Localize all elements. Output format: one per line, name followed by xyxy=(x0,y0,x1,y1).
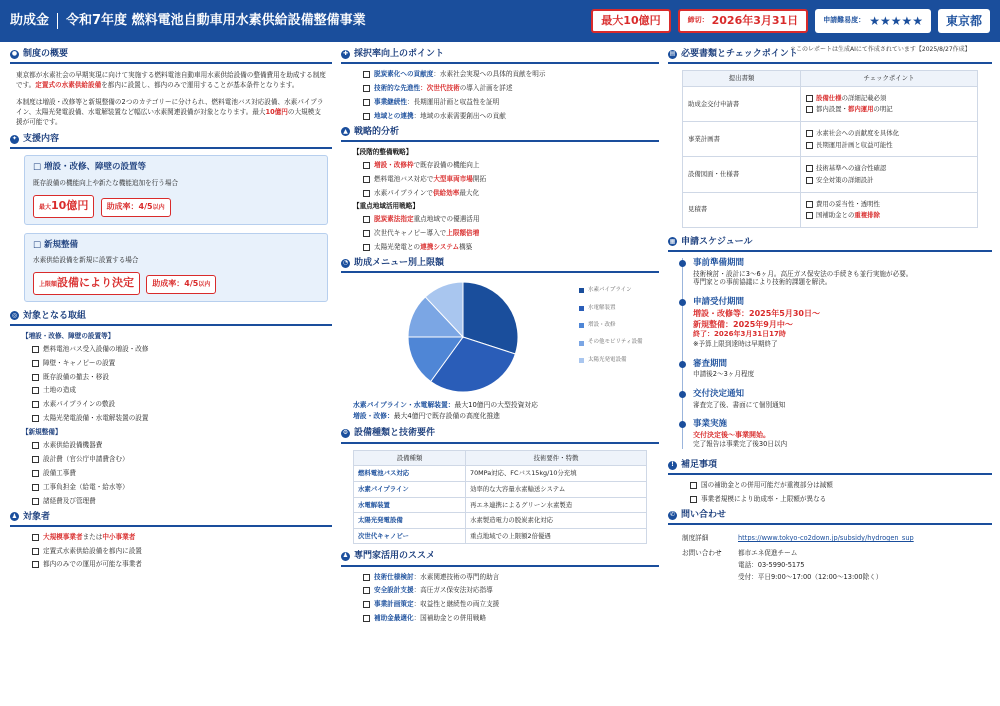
schedule-item: 審査期間 申請後2〜3ヶ月程度 xyxy=(693,359,992,379)
section-targets: ◎ 対象となる取組 xyxy=(10,310,332,326)
header-bar xyxy=(0,0,1000,42)
legend-item: その他モビリティ設備 xyxy=(579,339,642,346)
contact-table: 制度詳細 https://www.tokyo-co2down.jp/subsidy/hydrogen_sup お問い合わせ 都市エネ促進チーム 電話：03-5990-5175 受付：平日9:00〜17:00（12:00〜13:00除く） xyxy=(682,534,914,581)
support-box-expansion xyxy=(24,155,328,224)
difficulty-badge: 申請難易度： ★★★★★ xyxy=(815,9,931,33)
list-item: 設備工事費 xyxy=(32,469,332,478)
box-title: □ 増設・改修、障壁の設置等 xyxy=(33,162,146,173)
section-eligible: ♟ 対象者 xyxy=(10,511,332,527)
star-rating: ★★★★★ xyxy=(869,13,923,28)
section-schedule: ▦ 申請スケジュール xyxy=(668,236,992,252)
list-item: 地域との連携：地域の水素需要創出への貢献 xyxy=(363,112,659,121)
column-left xyxy=(10,48,332,574)
menu-caption-2: 増設・改修：最大4億円で既存設備の高度化推進 xyxy=(353,412,501,421)
group-label: 【増設・改修、障壁の設置等】 xyxy=(22,331,115,340)
list-item: 補助金最適化：国補助金との併用戦略 xyxy=(363,614,659,623)
column-right xyxy=(668,48,992,585)
gear-icon: ⚙ xyxy=(342,429,349,437)
phone-icon: ✆ xyxy=(669,511,676,519)
lightbulb-icon: ✚ xyxy=(342,50,349,58)
box-title: □ 新規整備 xyxy=(33,239,78,250)
section-strategy: ▲ 戦略的分析 xyxy=(341,126,659,142)
section-experts: ♟ 専門家活用のススメ xyxy=(341,550,659,566)
column-middle xyxy=(341,48,659,628)
deadline-badge: 締切： 2026年3月31日 xyxy=(678,9,809,33)
target-list-2 xyxy=(32,441,332,505)
person-icon: ♟ xyxy=(342,552,349,560)
box-desc: 既存設備の機能向上や新たな機能追加を行う場合 xyxy=(33,178,179,187)
section-documents: ▤ 必要書類とチェックポイント xyxy=(668,48,992,64)
chart-icon: ▲ xyxy=(341,127,350,136)
list-item: 諸経費及び管理費 xyxy=(32,497,332,506)
list-item: 燃料電池バス受入設備の増設・改修 xyxy=(32,345,332,354)
pie-chart-area xyxy=(341,279,659,399)
experts-list xyxy=(363,573,659,624)
list-item: 土地の造成 xyxy=(32,386,332,395)
section-notes: ! 補足事項 xyxy=(668,459,992,475)
list-item: 脱炭素化への貢献度：水素社会実現への具体的貢献を明示 xyxy=(363,70,659,79)
section-equipment: ⚙ 設備種類と技術要件 xyxy=(341,427,659,443)
table-row: 太陽光発電設備 水素製造電力の脱炭素化対応 xyxy=(354,513,647,529)
group-label: 【段階的整備戦略】 xyxy=(353,147,413,156)
ai-note: ＊このレポートは生成AIにて作成されています【2025/8/27作成】 xyxy=(790,46,971,53)
list-item: 水素パイプラインで供給効率最大化 xyxy=(363,189,659,198)
detail-link[interactable]: https://www.tokyo-co2down.jp/subsidy/hydrogen_sup xyxy=(738,534,914,543)
rate-pill: 助成率：4/5以内 xyxy=(146,275,216,294)
list-item: 国の補助金との併用可能だが重複部分は減額 xyxy=(690,481,992,490)
legend-item: 水電解装置 xyxy=(579,305,642,312)
list-item: 既存設備の撤去・移設 xyxy=(32,373,332,382)
group-label: 【新規整備】 xyxy=(22,428,62,437)
schedule-item: 申請受付期間 増設・改修等：2025年5月30日〜 新規整備：2025年9月中〜 終了：2026年3月31日17時 ※予算上限到達時は早期終了 xyxy=(693,297,992,348)
support-box-new xyxy=(24,233,328,302)
location-badge: 東京都 xyxy=(938,9,990,33)
schedule-item: 交付決定通知 審査完了後、書面にて個別通知 xyxy=(693,389,992,409)
overview-text-1: 東京都が水素社会の早期実現に向けて実施する燃料電池自動車用水素供給設備の整備費用を助成する制度です。定置式の水素供給設備を都内に設置し、都内のみで運用することが基本条件となります。 xyxy=(16,71,326,90)
handshake-icon: ✦ xyxy=(11,135,18,143)
strategy-list-2 xyxy=(363,215,659,252)
divider xyxy=(57,13,58,29)
documents-table: 提出書類 チェックポイント 助成金交付申請書 設備仕様の詳細記載必須 都内設置・都内運用の明記 事業計画書 水素社会への貢献度を具体化 長期運用計画と収益可能性 設備図面・仕様書 技術基準への適合性確認 安全対策の詳細設計 見積書 費用の妥当性・透明性 国補助金との重複排除 xyxy=(682,70,978,228)
table-row: 燃料電池バス対応 70MPa対応、FCバス15kg/10分充填 xyxy=(354,466,647,482)
list-item: 事業継続性：長期運用計画と収益性を証明 xyxy=(363,98,659,107)
list-item: 障壁・キャノピーの設置 xyxy=(32,359,332,368)
header-label: 助成金 xyxy=(10,13,50,29)
box-desc: 水素供給設備を新規に設置する場合 xyxy=(33,256,139,265)
list-item: 事業者規模により助成率・上限額が異なる xyxy=(690,495,992,504)
schedule-timeline xyxy=(682,258,992,449)
list-item: 脱炭素法指定重点地域での優遇活用 xyxy=(363,215,659,224)
people-icon: ♟ xyxy=(11,512,18,520)
table-row: 水素パイプライン 効率的な大容量水素輸送システム xyxy=(354,481,647,497)
legend-item: 増設・改修 xyxy=(579,322,642,329)
page-title: 令和7年度 燃料電池自動車用水素供給設備整備事業 xyxy=(66,13,366,29)
group-label: 【重点地域活用戦略】 xyxy=(353,202,419,211)
legend-item: 水素パイプライン xyxy=(579,287,642,294)
list-item: 太陽光発電との連携システム構築 xyxy=(363,243,659,252)
list-item: 太陽光発電設備・水電解装置の設置 xyxy=(32,414,332,423)
list-item: 安全設計支援：高圧ガス保安法対応指導 xyxy=(363,586,659,595)
amount-pill: 最大10億円 xyxy=(33,195,94,218)
calendar-icon: ▦ xyxy=(669,237,676,245)
list-item: 燃料電池バス対応で大型車両市場開拓 xyxy=(363,175,659,184)
pie-icon: ◔ xyxy=(342,258,349,266)
table-row: 次世代キャノピー 重点地域での上限額2倍優遇 xyxy=(354,528,647,544)
schedule-item: 事前準備期間 技術検討・設計に3〜6ヶ月。高圧ガス保安法の手続きも並行実施が必要。 専門家との事前協議により技術的課題を解決。 xyxy=(693,258,992,287)
pie-chart xyxy=(393,279,533,399)
points-list xyxy=(363,70,659,121)
list-item: 技術仕様検討：水素関連技術の専門的助言 xyxy=(363,573,659,582)
list-item: 水素パイプラインの敷設 xyxy=(32,400,332,409)
target-icon: ◎ xyxy=(11,311,18,319)
table-row: 助成金交付申請書 設備仕様の詳細記載必須 都内設置・都内運用の明記 xyxy=(683,86,978,121)
list-item: 都内のみでの運用が可能な事業者 xyxy=(32,560,332,569)
table-row: 見積書 費用の妥当性・透明性 国補助金との重複排除 xyxy=(683,192,978,227)
menu-caption-1: 水素パイプライン・水電解装置：最大10億円の大型投資対応 xyxy=(353,401,538,410)
list-item: 大規模事業者または中小事業者 xyxy=(32,533,332,542)
list-item: 次世代キャノピー導入で上限額倍増 xyxy=(363,229,659,238)
table-row: 設備図面・仕様書 技術基準への適合性確認 安全対策の詳細設計 xyxy=(683,157,978,192)
overview-text-2: 本制度は増設・改修等と新規整備の2つのカテゴリーに分けられ、燃料電池バス対応設備、水素パイプライン、太陽光発電設備、水電解装置など幅広い水素関連設備が対象となります。最大10億円の大規模支援が可能です。 xyxy=(16,97,324,127)
equipment-table: 設備種類 技術要件・特徴 燃料電池バス対応 70MPa対応、FCバス15kg/10分充填 水素パイプライン 効率的な大容量水素輸送システム 水電解装置 再エネ連携によるグリーン水素製造 太陽光発電設備 水素製造電力の脱炭素化対応 次世代キャノピー 重点地域での上限額2倍優遇 xyxy=(353,450,647,545)
legend-item: 太陽光発電設備 xyxy=(579,357,642,364)
section-menu: ◔ 助成メニュー別上限額 xyxy=(341,257,659,273)
section-contact: ✆ 問い合わせ xyxy=(668,509,992,525)
info-icon: ● xyxy=(11,50,18,58)
max-amount-badge: 最大10億円 xyxy=(591,9,670,33)
document-icon: ▤ xyxy=(669,50,676,58)
list-item: 技術的な先進性：次世代技術の導入計画を詳述 xyxy=(363,84,659,93)
target-list-1 xyxy=(32,345,332,423)
list-item: 設計費（官公庁申請費含む） xyxy=(32,455,332,464)
section-overview: ● 制度の概要 xyxy=(10,48,332,64)
table-row: 事業計画書 水素社会への貢献度を具体化 長期運用計画と収益可能性 xyxy=(683,122,978,157)
list-item: 事業計画策定：収益性と継続性の両立支援 xyxy=(363,600,659,609)
list-item: 水素供給設備機器費 xyxy=(32,441,332,450)
strategy-list-1 xyxy=(363,161,659,198)
list-item: 工事負担金（給電・給水等） xyxy=(32,483,332,492)
list-item: 定置式水素供給設備を都内に設置 xyxy=(32,547,332,556)
rate-pill: 助成率：4/5以内 xyxy=(101,198,171,217)
table-row: 水電解装置 再エネ連携によるグリーン水素製造 xyxy=(354,497,647,513)
list-item: 増設・改修枠で既存設備の機能向上 xyxy=(363,161,659,170)
section-support: ✦ 支援内容 xyxy=(10,133,332,149)
notes-list xyxy=(690,481,992,504)
amount-pill: 上限額設備により決定 xyxy=(33,272,140,295)
schedule-item: 事業実施 交付決定後〜事業開始。 完了報告は事業完了後30日以内 xyxy=(693,419,992,449)
warning-icon: ! xyxy=(668,461,677,470)
section-points: ✚ 採択率向上のポイント xyxy=(341,48,659,64)
chart-legend xyxy=(579,287,642,374)
eligible-list xyxy=(32,533,332,570)
